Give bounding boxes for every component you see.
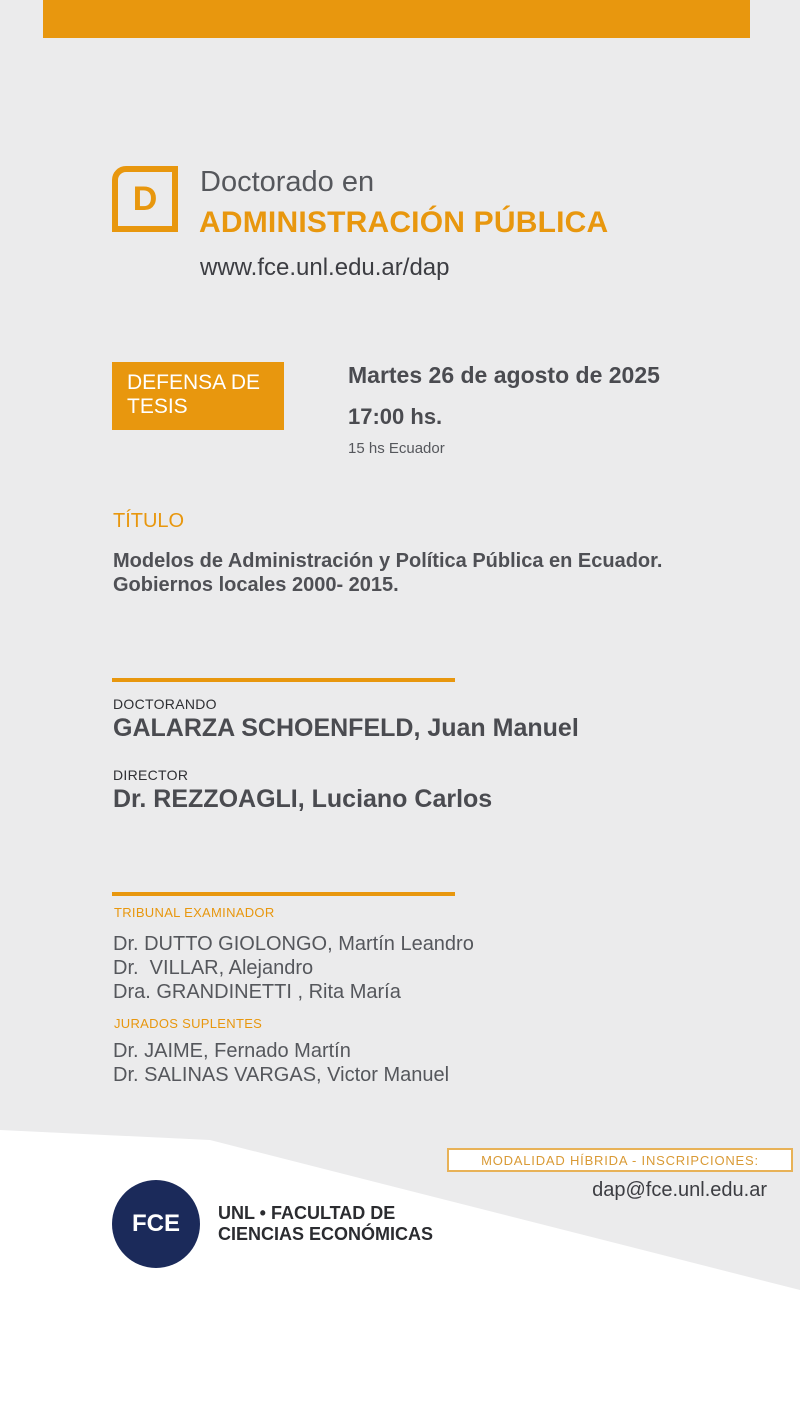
faculty-name-line1: UNL • FACULTAD DE bbox=[218, 1203, 396, 1223]
thesis-title-text bbox=[113, 549, 753, 597]
program-title-line2: ADMINISTRACIÓN PÚBLICA bbox=[199, 206, 609, 239]
suplente-member: Dr. SALINAS VARGAS, Victor Manuel bbox=[113, 1064, 450, 1086]
logo-letter: D bbox=[132, 179, 158, 218]
suplente-member: Dr. JAIME, Fernado Martín bbox=[113, 1040, 351, 1062]
tribunal-member: Dr. DUTTO GIOLONGO, Martín Leandro bbox=[113, 933, 474, 955]
divider-2 bbox=[112, 892, 455, 896]
faculty-name-line2: CIENCIAS ECONÓMICAS bbox=[218, 1224, 434, 1244]
thesis-title-label: TÍTULO bbox=[113, 510, 185, 532]
director-name: Dr. REZZOAGLI, Luciano Carlos bbox=[113, 785, 493, 813]
event-date: Martes 26 de agosto de 2025 bbox=[348, 362, 660, 388]
tribunal-member: Dr. VILLAR, Alejandro bbox=[113, 957, 314, 979]
modalidad-banner: MODALIDAD HÍBRIDA - INSCRIPCIONES: bbox=[447, 1148, 793, 1172]
event-time: 17:00 hs. bbox=[348, 404, 443, 429]
thesis-title-line2: Gobiernos locales 2000- 2015. bbox=[113, 574, 399, 596]
tribunal-member: Dra. GRANDINETTI , Rita María bbox=[113, 981, 401, 1003]
contact-email-link[interactable]: dap@fce.unl.edu.ar bbox=[592, 1179, 767, 1201]
director-label: DIRECTOR bbox=[113, 767, 189, 783]
badge-line1: DEFENSA DE bbox=[127, 371, 261, 394]
program-logo-icon bbox=[112, 166, 178, 232]
top-accent-bar bbox=[43, 0, 750, 38]
doctorando-label: DOCTORANDO bbox=[113, 696, 217, 712]
doctorando-name: GALARZA SCHOENFELD, Juan Manuel bbox=[113, 714, 579, 742]
program-url-link[interactable]: www.fce.unl.edu.ar/dap bbox=[200, 254, 450, 281]
event-type-badge bbox=[112, 362, 284, 430]
divider-1 bbox=[112, 678, 455, 682]
program-title-line1: Doctorado en bbox=[200, 166, 375, 198]
tribunal-label: TRIBUNAL EXAMINADOR bbox=[114, 905, 275, 920]
fce-logo: FCE bbox=[112, 1180, 200, 1268]
suplentes-label: JURADOS SUPLENTES bbox=[114, 1016, 263, 1031]
thesis-title-line1: Modelos de Administración y Política Pública en Ecuador. bbox=[113, 550, 663, 572]
badge-line2: TESIS bbox=[127, 395, 188, 418]
event-local-time: 15 hs Ecuador bbox=[348, 440, 445, 457]
background-light-shape bbox=[0, 1130, 800, 1422]
